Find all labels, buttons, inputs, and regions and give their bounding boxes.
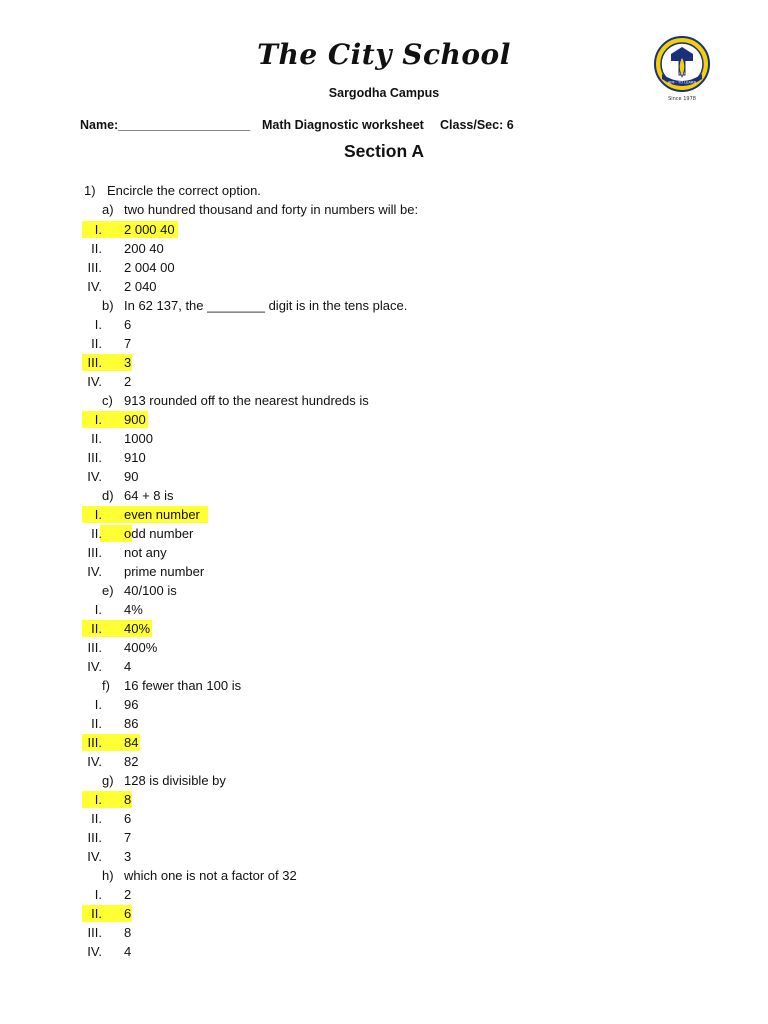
question-text: 16 fewer than 100 is — [124, 678, 242, 693]
option-numeral: III. — [87, 925, 102, 940]
question-letter: a) — [102, 202, 114, 217]
option-text: 4% — [124, 602, 143, 617]
option-numeral: I. — [94, 317, 102, 332]
option-numeral: II. — [91, 241, 102, 256]
option-numeral: III. — [87, 735, 102, 750]
question-letter: b) — [102, 298, 114, 313]
option-text: 900 — [124, 412, 146, 427]
option-text: not any — [124, 545, 167, 560]
name-field-label: Name:___________________ — [80, 118, 251, 132]
option-text: 3 — [124, 355, 132, 370]
option-text: 8 — [124, 792, 132, 807]
option-text: 6 — [124, 811, 132, 826]
option-numeral: I. — [94, 507, 102, 522]
question-text: 64 + 8 is — [124, 488, 174, 503]
option-text: 2 004 00 — [124, 260, 175, 275]
question-text: In 62 137, the ________ digit is in the tens place. — [124, 298, 408, 313]
question-letter: d) — [102, 488, 114, 503]
option-text: 1000 — [124, 431, 153, 446]
option-numeral: II. — [91, 906, 102, 921]
option-numeral: II. — [91, 431, 102, 446]
campus-name: Sargodha Campus — [328, 86, 440, 100]
option-text: 86 — [124, 716, 139, 731]
question-text: two hundred thousand and forty in numbers will be: — [124, 202, 419, 217]
option-numeral: IV. — [87, 564, 102, 579]
option-text: 2 040 — [124, 279, 157, 294]
option-text: even number — [124, 507, 200, 522]
question-text: 913 rounded off to the nearest hundreds is — [124, 393, 369, 408]
question-letter: c) — [102, 393, 113, 408]
section-title: Section A — [343, 141, 425, 161]
option-text: 82 — [124, 754, 139, 769]
option-text: 200 40 — [124, 241, 164, 256]
question-text: which one is not a factor of 32 — [124, 868, 297, 883]
option-numeral: III. — [87, 355, 102, 370]
option-numeral: II. — [91, 336, 102, 351]
option-text: 84 — [124, 735, 139, 750]
option-numeral: IV. — [87, 944, 102, 959]
option-numeral: III. — [87, 450, 102, 465]
option-numeral: I. — [94, 697, 102, 712]
option-numeral: II. — [91, 526, 102, 541]
option-numeral: II. — [91, 716, 102, 731]
option-text: 4 — [124, 944, 132, 959]
option-text: 3 — [124, 849, 132, 864]
option-text: 2 000 40 — [124, 222, 175, 237]
option-numeral: IV. — [87, 469, 102, 484]
option-text: 400% — [124, 640, 158, 655]
question-letter: h) — [102, 868, 114, 883]
option-text: 90 — [124, 469, 139, 484]
question-letter: f) — [102, 678, 110, 693]
option-numeral: III. — [87, 640, 102, 655]
option-numeral: I. — [94, 602, 102, 617]
option-numeral: I. — [94, 792, 102, 807]
option-text: 910 — [124, 450, 146, 465]
question-text: 40/100 is — [124, 583, 177, 598]
option-numeral: IV. — [87, 279, 102, 294]
logo-motto: AIM - TO LEARN — [667, 80, 697, 85]
option-numeral: I. — [94, 222, 102, 237]
option-text: 40% — [124, 621, 151, 636]
logo-since: Since 1978 — [668, 96, 696, 102]
option-text: 96 — [124, 697, 139, 712]
option-text: 6 — [124, 317, 132, 332]
option-text: 7 — [124, 336, 132, 351]
class-section-label: Class/Sec: 6 — [440, 118, 514, 132]
option-text: 4 — [124, 659, 132, 674]
question-letter: g) — [102, 773, 114, 788]
option-numeral: III. — [87, 830, 102, 845]
option-text: prime number — [124, 564, 205, 579]
school-title: The City School — [257, 38, 511, 71]
instruction-text: Encircle the correct option. — [107, 183, 261, 198]
question-text: 128 is divisible by — [124, 773, 226, 788]
school-logo — [654, 34, 710, 104]
option-numeral: I. — [94, 412, 102, 427]
option-text: 2 — [124, 374, 132, 389]
option-numeral: IV. — [87, 754, 102, 769]
option-numeral: III. — [87, 545, 102, 560]
option-text: 6 — [124, 906, 132, 921]
option-numeral: I. — [94, 887, 102, 902]
option-text: 8 — [124, 925, 132, 940]
option-numeral: II. — [91, 811, 102, 826]
option-numeral: III. — [87, 260, 102, 275]
option-numeral: II. — [91, 621, 102, 636]
option-numeral: IV. — [87, 849, 102, 864]
instruction-number: 1) — [84, 183, 96, 198]
option-text: 2 — [124, 887, 132, 902]
question-letter: e) — [102, 583, 114, 598]
option-numeral: IV. — [87, 659, 102, 674]
option-text: odd number — [124, 526, 194, 541]
worksheet-title: Math Diagnostic worksheet — [262, 118, 424, 132]
option-numeral: IV. — [87, 374, 102, 389]
option-text: 7 — [124, 830, 132, 845]
